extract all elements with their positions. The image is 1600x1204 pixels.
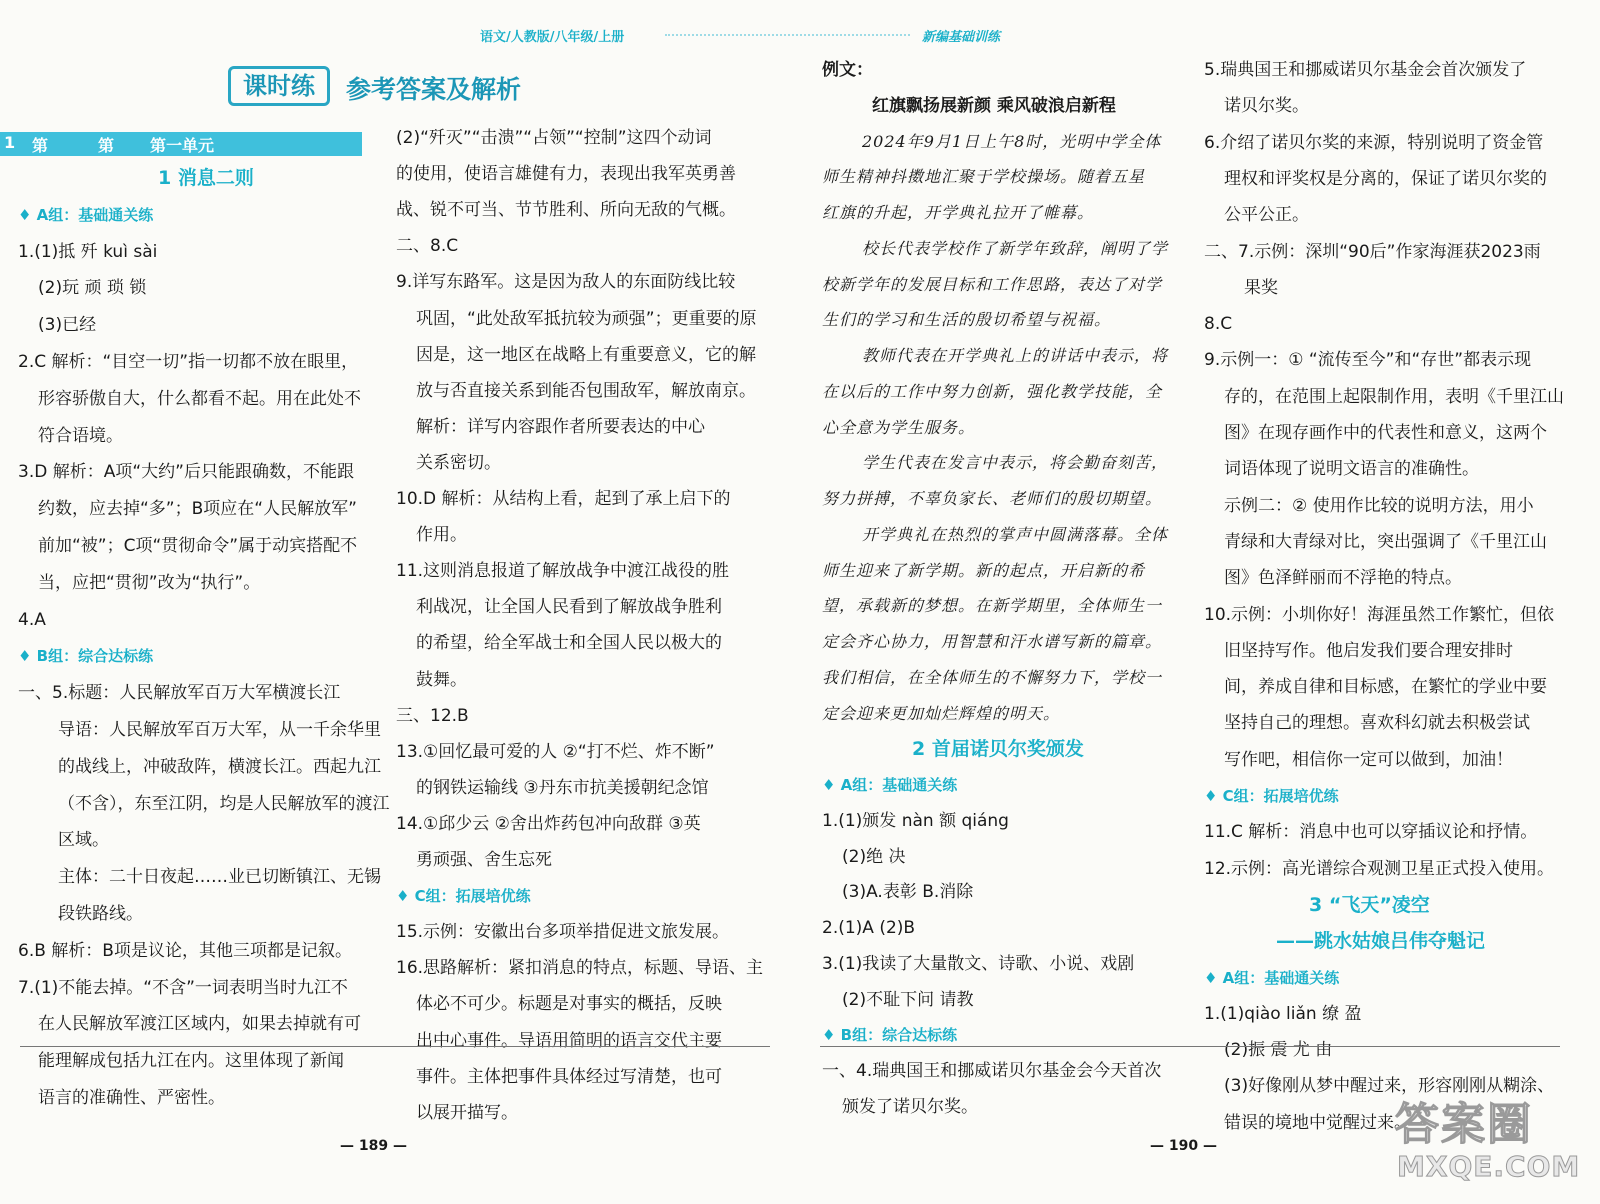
answer-line: 校长代表学校作了新学年致辞，阐明了学 — [862, 238, 1169, 258]
section-heading: ♦ A组：基础通关练 — [822, 776, 958, 794]
answer-line: 形容骄傲自大，什么都看不起。用在此处不 — [38, 388, 361, 409]
answer-line: (2)振 震 尤 由 — [1224, 1040, 1333, 1061]
answer-line: 9.详写东路军。这是因为敌人的东面防线比较 — [396, 272, 736, 293]
lesson-heading: 1 消息二则 — [158, 167, 254, 189]
answer-line: (2)绝 决 — [842, 846, 906, 867]
answer-line: (3)好像刚从梦中醒过来，形容刚刚从糊涂、 — [1224, 1076, 1555, 1097]
answer-line: 我们相信，在全体师生的不懈努力下，学校一 — [822, 667, 1163, 687]
answer-line: 在以后的工作中努力创新，强化教学技能，全 — [822, 381, 1163, 401]
page-number-right: — 190 — — [1150, 1138, 1217, 1154]
answer-line: 努力拼搏，不辜负家长、老师们的殷切期望。 — [822, 489, 1163, 508]
column-3 — [822, 0, 1182, 1130]
section-heading: ♦ B组：综合达标练 — [822, 1026, 958, 1045]
answer-line: 7.(1)不能去掉。“不含”一词表明当时九江不 — [18, 977, 348, 998]
section-heading: ♦ A组：基础通关练 — [18, 205, 154, 224]
answer-line: 5.瑞典国王和挪威诺贝尔基金会首次颁发了 — [1204, 60, 1527, 80]
answer-line: 存的，在范围上起限制作用，表明《千里江山 — [1224, 386, 1564, 407]
unit-banner-prefix: 第 — [98, 136, 115, 155]
answer-line: 学生代表在发言中表示，将会勤奋刻苦， — [862, 453, 1169, 473]
answer-line: 间，养成自律和目标感，在繁忙的学业中要 — [1224, 677, 1547, 698]
answer-line: 坚持自己的理想。喜欢科幻就去积极尝试 — [1224, 713, 1530, 734]
answer-line: (2)“歼灭”“击溃”“占领”“控制”这四个动词 — [396, 128, 712, 148]
answer-line: 事件。主体把事件具体经过写清楚，也可 — [416, 1066, 722, 1087]
answer-line: 1.(1)抵 歼 kuì sài — [18, 241, 158, 262]
header-series: 新编基础训练 — [921, 30, 1000, 45]
answer-line: 9.示例一：① “流传至今”和“存世”都表示现 — [1204, 350, 1532, 371]
answer-line: 心全意为学生服务。 — [822, 417, 976, 437]
bottom-rule-left — [20, 1046, 770, 1047]
answer-line: 2024年9月1日上午8时，光明中学全体 — [862, 131, 1162, 151]
unit-banner-number: 1 — [4, 133, 16, 152]
answer-line: 的战线上，冲破敌阵，横渡长江。西起九江 — [58, 756, 381, 777]
unit-banner-prefix: 第 — [32, 136, 49, 155]
answer-line: 3.(1)我读了大量散文、诗歌、小说、戏剧 — [822, 953, 1135, 974]
answer-line: 作用。 — [416, 525, 467, 546]
answer-line: 师生迎来了新学期。新的起点，开启新的希 — [822, 560, 1146, 580]
column-2 — [396, 0, 764, 1130]
answer-line: 4.A — [18, 609, 46, 630]
section-heading: ♦ C组：拓展培优练 — [1204, 787, 1339, 805]
answer-line: 14.①邱少云 ②舍出炸药包冲向敌群 ③英 — [396, 813, 701, 834]
header-subject: 语文/人教版/八年级/上册 — [480, 30, 625, 45]
lesson-heading: 2 首届诺贝尔奖颁发 — [912, 738, 1084, 761]
answer-line: 前加“被”；C项“贯彻命令”属于动宾搭配不 — [38, 536, 358, 556]
answer-line: 12.示例：高光谱综合观测卫星正式投入使用。 — [1204, 858, 1555, 879]
page-number-left: — 189 — — [340, 1138, 407, 1154]
answer-line: 理权和评奖权是分离的，保证了诺贝尔奖的 — [1224, 168, 1547, 189]
watermark-logo — [1395, 1088, 1581, 1196]
answer-line: 11.C 解析：消息中也可以穿插议论和抒情。 — [1204, 822, 1538, 843]
answer-line: 教师代表在开学典礼上的讲话中表示，将 — [862, 346, 1169, 365]
bottom-rule-right — [820, 1046, 1560, 1047]
answer-line: 约数，应去掉“多”；B项应在“人民解放军” — [38, 499, 357, 520]
answer-line: 二、8.C — [396, 236, 459, 257]
answer-line: 例文： — [822, 60, 873, 80]
answer-line: 主体：二十日夜起……业已切断镇江、无锡 — [58, 867, 381, 888]
answer-line: (3)已经 — [38, 315, 97, 336]
answer-line: 11.这则消息报道了解放战争中渡江战役的胜 — [396, 561, 730, 582]
title-box: 课时练 — [228, 66, 330, 106]
answer-line: 1.(1)qiào liǎn 缭 盈 — [1204, 1003, 1362, 1024]
answer-line: 6.介绍了诺贝尔奖的来源，特别说明了资金管 — [1204, 132, 1544, 153]
answer-line: （不含），东至江阴，均是人民解放军的渡江 — [58, 793, 390, 814]
answer-line: 红旗的升起，开学典礼拉开了帷幕。 — [822, 203, 1095, 222]
answer-line: 一、5.标题：人民解放军百万大军横渡长江 — [18, 683, 341, 704]
answer-line: 生们的学习和生活的殷切希望与祝福。 — [822, 310, 1112, 330]
answer-line: 2.(1)A (2)B — [822, 918, 916, 938]
answer-line: 望，承载新的梦想。在新学期里，全体师生一 — [822, 596, 1163, 616]
answer-line: 示例二：② 使用作比较的说明方法，用小 — [1224, 495, 1534, 516]
answer-line: 一、4.瑞典国王和挪威诺贝尔基金会今天首次 — [822, 1061, 1162, 1081]
section-heading: ♦ A组：基础通关练 — [1204, 968, 1340, 987]
answer-line: 10.D 解析：从结构上看，起到了承上启下的 — [396, 489, 731, 509]
section-heading: ♦ C组：拓展培优练 — [396, 887, 531, 906]
watermark-text: 答案圈 — [1395, 1099, 1533, 1150]
answer-line: 词语体现了说明文语言的准确性。 — [1224, 459, 1479, 480]
column-4 — [1204, 0, 1564, 1133]
answer-line: 出中心事件。导语用简明的语言交代主要 — [416, 1030, 722, 1051]
answer-line: 的使用，使语言雄健有力，表现出我军英勇善 — [396, 164, 736, 185]
answer-line: 8.C — [1204, 314, 1233, 335]
answer-line: 红旗飘扬展新颜 乘风破浪启新程 — [872, 95, 1116, 116]
answer-line: 10.示例：小圳你好！海涯虽然工作繁忙，但依 — [1204, 604, 1555, 625]
answer-line: 2.C 解析：“目空一切”指一切都不放在眼里， — [18, 352, 359, 372]
answer-line: 颁发了诺贝尔奖。 — [842, 1096, 978, 1117]
answer-line: 利战况，让全国人民看到了解放战争胜利 — [416, 597, 722, 618]
answer-line: 旧坚持写作。他启发我们要合理安排时 — [1224, 640, 1513, 661]
answer-line: 导语：人民解放军百万大军，从一千余华里 — [58, 720, 381, 740]
answer-line: 语言的准确性、严密性。 — [38, 1088, 225, 1108]
answer-line: 能理解成包括九江在内。这里体现了新闻 — [38, 1051, 344, 1072]
answer-line: 段铁路线。 — [58, 904, 143, 924]
answer-line: 符合语境。 — [38, 425, 123, 446]
answer-line: 16.思路解析：紧扣消息的特点，标题、导语、主 — [396, 958, 764, 979]
answer-line: 师生精神抖擞地汇聚于学校操场。随着五星 — [822, 167, 1146, 187]
answer-line: 体必不可少。标题是对事实的概括，反映 — [416, 994, 722, 1015]
answer-line: 开学典礼在热烈的掌声中圆满落幕。全体 — [862, 524, 1169, 544]
answer-line: 在人民解放军渡江区域内，如果去掉就有可 — [38, 1014, 361, 1035]
answer-line: 勇顽强、舍生忘死 — [416, 850, 552, 870]
answer-line: 图》色泽鲜丽而不浮艳的特点。 — [1224, 568, 1462, 589]
answer-line: 的钢铁运输线 ③丹东市抗美援朝纪念馆 — [416, 777, 709, 798]
answer-line: 战、锐不可当、节节胜利、所向无敌的气概。 — [396, 200, 736, 221]
answer-line: 二、7.示例：深圳“90后”作家海涯获2023雨 — [1204, 241, 1541, 262]
answer-line: 青绿和大青绿对比，突出强调了《千里江山 — [1224, 531, 1547, 552]
answer-line: 放与否直接关系到能否包围敌军，解放南京。 — [416, 380, 756, 401]
answer-line: 1.(1)颁发 nàn 额 qiáng — [822, 810, 1009, 831]
answer-line: 诺贝尔奖。 — [1224, 96, 1309, 117]
unit-banner-title: 第一单元 — [150, 136, 215, 155]
answer-line: 3.D 解析：A项“大约”后只能跟确数，不能跟 — [18, 462, 354, 483]
section-heading: ♦ B组：综合达标练 — [18, 647, 154, 666]
answer-line: 定会齐心协力，用智慧和汗水谱写新的篇章。 — [822, 632, 1163, 651]
answer-line: 错误的境地中觉醒过来。 — [1224, 1112, 1411, 1133]
answer-line: 15.示例：安徽出台多项举措促进文旅发展。 — [396, 922, 730, 943]
answer-line: 鼓舞。 — [416, 669, 467, 690]
answer-line: 解析：详写内容跟作者所要表达的中心 — [416, 416, 705, 437]
watermark-domain: MXQE.COM — [1397, 1150, 1581, 1183]
answer-line: 关系密切。 — [416, 452, 501, 473]
answer-line: 写作吧，相信你一定可以做到，加油！ — [1224, 749, 1513, 770]
column-1 — [18, 0, 390, 1130]
answer-line: 13.①回忆最可爱的人 ②“打不烂、炸不断” — [396, 741, 715, 762]
answer-line: 因是，这一地区在战略上有重要意义，它的解 — [416, 344, 756, 365]
answer-line: 校新学年的发展目标和工作思路，表达了对学 — [822, 274, 1163, 294]
lesson-heading: ——跳水姑娘吕伟夺魁记 — [1276, 930, 1486, 953]
answer-line: (3)A.表彰 B.消除 — [842, 882, 974, 903]
answer-line: (2)玩 顽 琐 锁 — [38, 278, 147, 299]
answer-line: 定会迎来更加灿烂辉煌的明天。 — [822, 703, 1061, 723]
answer-line: 的希望，给全军战士和全国人民以极大的 — [416, 633, 722, 654]
lesson-heading: 3 “飞天”凌空 — [1309, 893, 1430, 916]
answer-line: 果奖 — [1244, 277, 1278, 298]
answer-line: 三、12.B — [396, 705, 469, 726]
answer-line: 6.B 解析：B项是议论，其他三项都是记叙。 — [18, 940, 352, 961]
answer-line: 巩固，“此处敌军抵抗较为顽强”；更重要的原 — [416, 308, 757, 329]
answer-line: 公平公正。 — [1224, 205, 1309, 226]
answer-line: 区域。 — [58, 830, 109, 851]
answer-line: (2)不耻下问 请教 — [842, 989, 974, 1010]
title-text: 参考答案及解析 — [346, 75, 522, 104]
answer-line: 当，应把“贯彻”改为“执行”。 — [38, 572, 261, 593]
answer-line: 图》在现存画作中的代表性和意义，这两个 — [1224, 423, 1547, 443]
answer-line: 以展开描写。 — [416, 1102, 518, 1123]
